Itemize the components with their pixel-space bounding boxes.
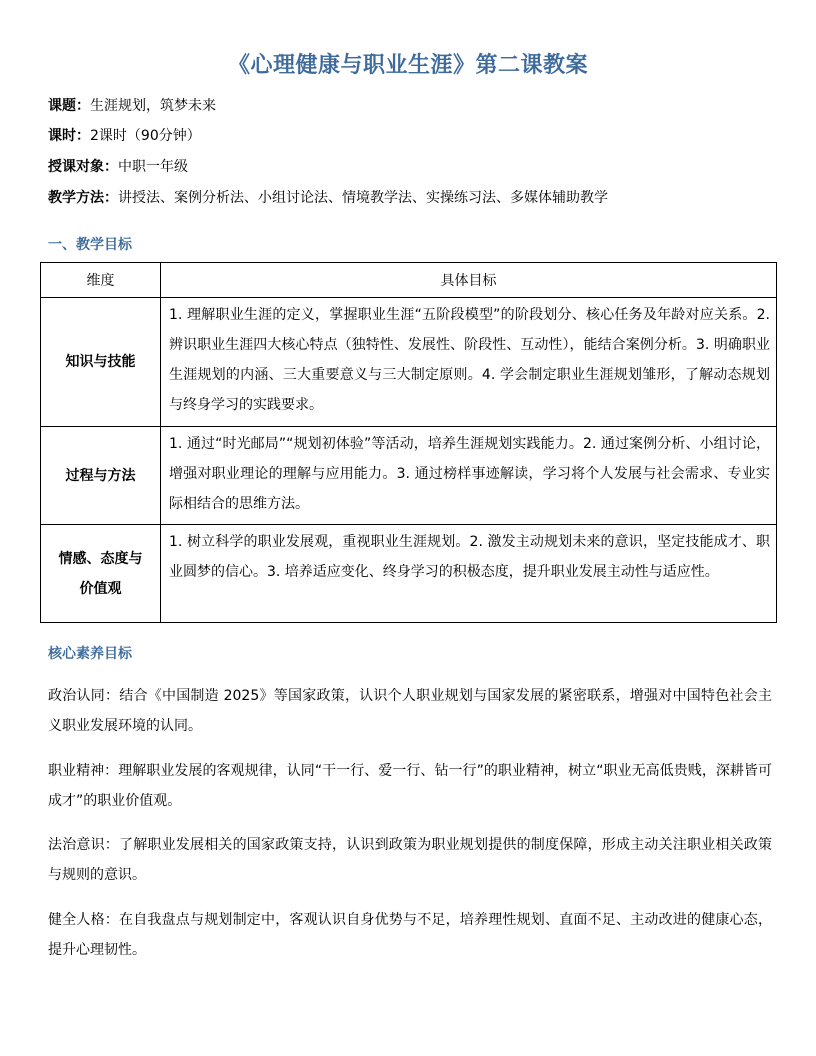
table-row: [41, 427, 777, 525]
paragraph-legal-awareness: 法治意识：了解职业发展相关的国家政策支持，认识到政策为职业规划提供的制度保障，形成主动关注职业相关政策与规则的意识。: [48, 837, 772, 883]
table-row: [41, 525, 777, 623]
table-cell-dimension: 知识与技能: [41, 298, 161, 427]
dimension-label-line2: 价值观: [79, 580, 122, 597]
meta-topic-value: 生涯规划，筑梦未来: [90, 98, 216, 114]
section-core-literacy-heading: 核心素养目标: [48, 646, 132, 662]
meta-audience-value: 中职一年级: [118, 159, 188, 175]
document-title: 《心理健康与职业生涯》第二课教案: [227, 53, 588, 78]
table-cell-dimension: [41, 525, 161, 623]
paragraph-sound-personality: 健全人格：在自我盘点与规划制定中，客观认识自身优势与不足，培养理性规划、直面不足、主动改进的健康心态，提升心理韧性。: [48, 912, 772, 958]
meta-audience-key: 授课对象：: [48, 159, 118, 175]
dimension-label-line1: 情感、态度与: [58, 550, 143, 567]
paragraph-political-identity: 政治认同：结合《中国制造 2025》等国家政策，认识个人职业规划与国家发展的紧密联系，增强对中国特色社会主义职业发展环境的认同。: [48, 688, 772, 734]
meta-topic: [48, 96, 216, 116]
meta-hours: [48, 126, 201, 146]
meta-hours-key: 课时：: [48, 128, 90, 144]
table-cell-dimension: 过程与方法: [41, 427, 161, 525]
meta-topic-key: 课题：: [48, 98, 90, 114]
table-cell-goals: 1. 树立科学的职业发展观，重视职业生涯规划。2. 激发主动规划未来的意识，坚定技能成才、职业圆梦的信心。3. 培养适应变化、终身学习的积极态度，提升职业发展主动性与适应性。: [161, 525, 777, 623]
table-cell-goals: 1. 理解职业生涯的定义，掌握职业生涯“五阶段模型”的阶段划分、核心任务及年龄对应关系。2. 辨识职业生涯四大核心特点（独特性、发展性、阶段性、互动性），能结合案例分析。3. 明确职业生涯规划的内涵、三大重要意义与三大制定原则。4. 学会制定职业生涯规划雏形，了解动态规划与终身学习的实践要求。: [161, 298, 777, 427]
meta-methods: [48, 188, 608, 208]
paragraph-professional-spirit: 职业精神：理解职业发展的客观规律，认同“干一行、爱一行、钻一行”的职业精神，树立“职业无高低贵贱，深耕皆可成才”的职业价值观。: [48, 763, 772, 809]
meta-methods-value: 讲授法、案例分析法、小组讨论法、情境教学法、实操练习法、多媒体辅助教学: [118, 190, 608, 206]
meta-audience: [48, 157, 188, 177]
meta-methods-key: 教学方法：: [48, 190, 118, 206]
section-teaching-objectives-heading: 一、教学目标: [48, 237, 132, 253]
table-header-dimension: 维度: [41, 263, 161, 298]
table-header-goals: 具体目标: [161, 263, 777, 298]
table-row: [41, 298, 777, 427]
meta-hours-value: 2课时（90分钟）: [90, 128, 201, 144]
objectives-table: [40, 262, 777, 623]
table-cell-goals: 1. 通过“时光邮局”“规划初体验”等活动，培养生涯规划实践能力。2. 通过案例分析、小组讨论，增强对职业理论的理解与应用能力。3. 通过榜样事迹解读，学习将个人发展与社会需求、专业实际相结合的思维方法。: [161, 427, 777, 525]
table-header-row: [41, 263, 777, 298]
